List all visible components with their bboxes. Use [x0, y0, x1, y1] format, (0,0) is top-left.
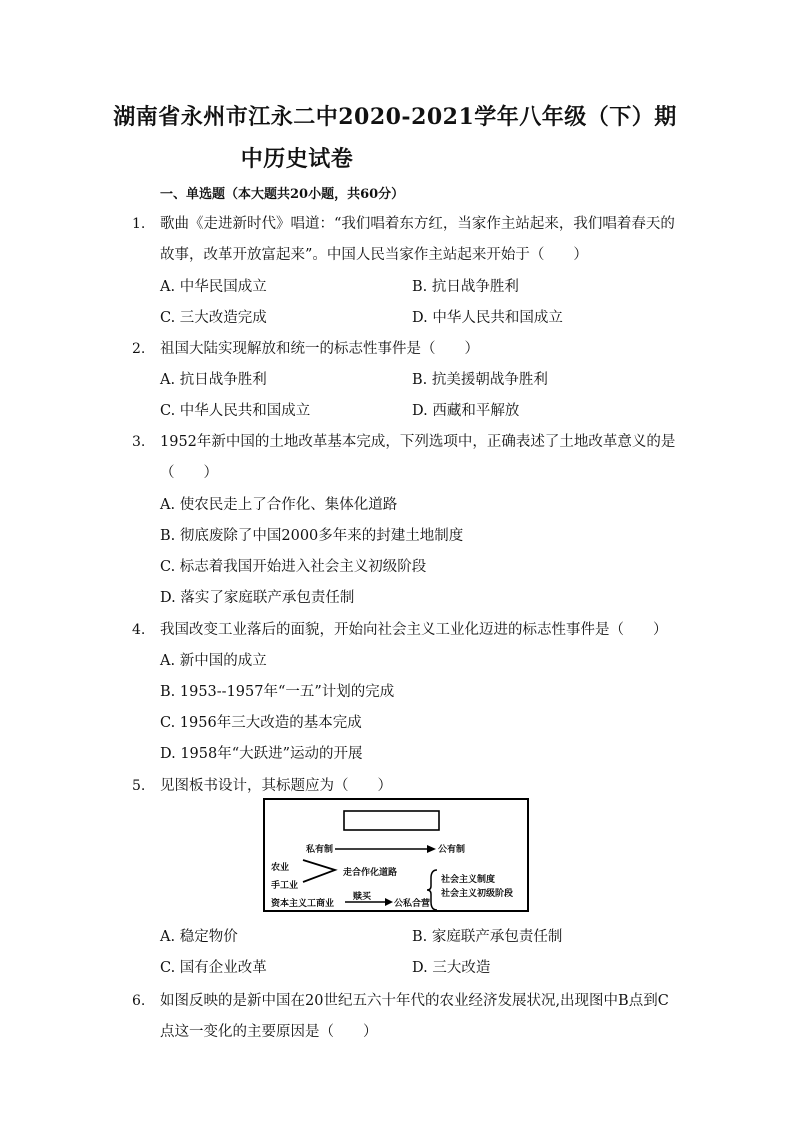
label-capitalist: 资本主义工商业 [271, 899, 335, 909]
blackboard-diagram [263, 798, 529, 912]
label-socialist-system: 社会主义制度 [441, 875, 496, 885]
option-a: A. 使农民走上了合作化、集体化道路 [160, 497, 398, 513]
question-number: 4. [132, 622, 146, 638]
option-a: A. 新中国的成立 [160, 653, 267, 669]
option-c: C. 标志着我国开始进入社会主义初级阶段 [160, 559, 427, 575]
option-a: A. 抗日战争胜利 [160, 372, 267, 388]
question-text: 1952年新中国的土地改革基本完成，下列选项中，正确表述了土地改革意义的是 [160, 434, 676, 450]
label-cooperative: 走合作化道路 [343, 868, 398, 878]
option-b: B. 1953--1957年“一五”计划的完成 [160, 684, 395, 700]
blank-title-box [344, 811, 439, 830]
question-number: 2. [132, 341, 146, 357]
option-d: D. 1958年“大跃进”运动的开展 [160, 746, 363, 762]
option-d: D. 落实了家庭联产承包责任制 [160, 590, 355, 606]
question-text: （ ） [160, 465, 218, 481]
label-agriculture: 农业 [271, 863, 290, 873]
label-primary-stage: 社会主义初级阶段 [441, 889, 514, 899]
label-handicraft: 手工业 [271, 881, 299, 891]
label-joint: 公私合营 [394, 899, 431, 909]
option-c: C. 三大改造完成 [160, 310, 267, 326]
document-title-line1: 湖南省永州市江永二中2020-2021学年八年级（下）期 [113, 104, 677, 130]
question-text: 故事，改革开放富起来”。中国人民当家作主站起来开始于（ ） [160, 247, 588, 263]
option-b: B. 抗日战争胜利 [412, 279, 519, 295]
question-text: 我国改变工业落后的面貌，开始向社会主义工业化迈进的标志性事件是（ ） [160, 622, 668, 638]
option-b: B. 家庭联产承包责任制 [412, 929, 563, 945]
option-a: A. 稳定物价 [160, 929, 238, 945]
option-c: C. 中华人民共和国成立 [160, 403, 311, 419]
question-text: 歌曲《走进新时代》唱道：“我们唱着东方红，当家作主站起来，我们唱着春天的 [160, 216, 675, 232]
option-d: D. 中华人民共和国成立 [412, 310, 563, 326]
label-redeem: 赎买 [353, 892, 372, 902]
question-text: 如图反映的是新中国在20世纪五六十年代的农业经济发展状况,出现图中B点到C [160, 993, 669, 1009]
option-a: A. 中华民国成立 [160, 279, 267, 295]
option-d: D. 西藏和平解放 [412, 403, 520, 419]
question-text: 祖国大陆实现解放和统一的标志性事件是（ ） [160, 341, 479, 357]
question-number: 3. [132, 434, 146, 450]
option-d: D. 三大改造 [412, 960, 491, 976]
question-number: 1. [132, 216, 146, 232]
option-b: B. 彻底废除了中国2000多年来的封建土地制度 [160, 528, 464, 544]
document-title-line2: 中历史试卷 [240, 146, 354, 172]
question-text: 见图板书设计，其标题应为（ ） [160, 778, 392, 794]
label-private: 私有制 [306, 845, 334, 855]
section-heading: 一、单选题（本大题共20小题，共60分） [160, 187, 405, 202]
option-c: C. 国有企业改革 [160, 960, 267, 976]
label-public: 公有制 [438, 845, 466, 855]
question-text: 点这一变化的主要原因是（ ） [160, 1024, 378, 1040]
question-number: 6. [132, 993, 146, 1009]
question-number: 5. [132, 778, 146, 794]
option-c: C. 1956年三大改造的基本完成 [160, 715, 362, 731]
option-b: B. 抗美援朝战争胜利 [412, 372, 548, 388]
